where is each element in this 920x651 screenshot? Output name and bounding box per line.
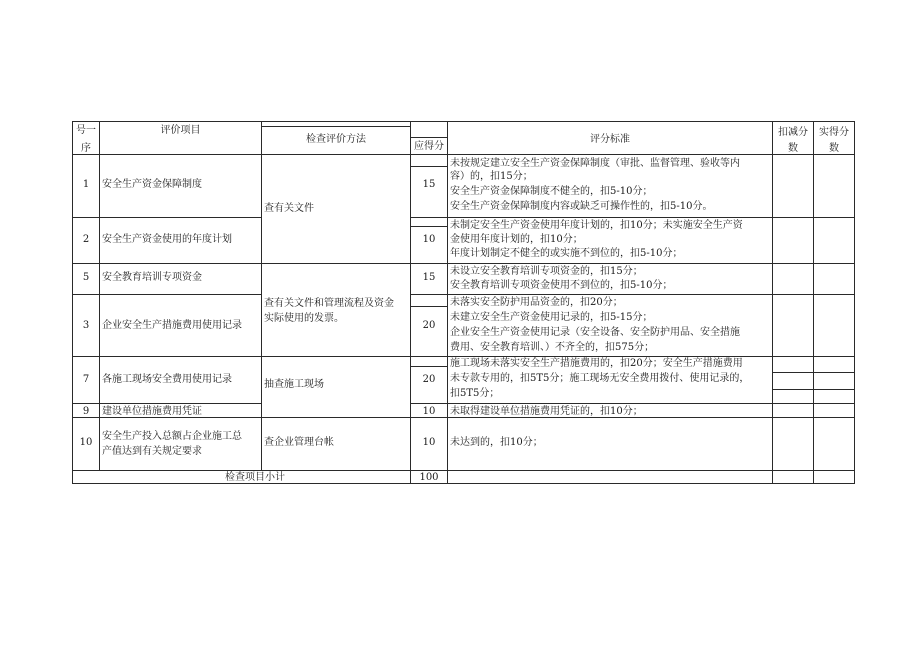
- row-score: 20: [422, 320, 436, 331]
- row-standard-line: 未专款专用的，扣5T5分；施工现场无安全费用拨付、使用记录的，: [450, 373, 750, 384]
- row-seq: 1: [82, 179, 90, 190]
- grid-line: [410, 306, 448, 307]
- method-cell: 抽查施工现场: [264, 379, 324, 390]
- row-standard-line: 安全教育培训专项资金使用不到位的，扣5-10分；: [450, 280, 673, 291]
- grid-line: [772, 356, 855, 357]
- grid-line: [410, 294, 773, 295]
- grid-line: [99, 121, 100, 471]
- row-item: 建设单位措施费用凭证: [102, 406, 202, 417]
- grid-line: [410, 226, 448, 227]
- method-cell: 查企业管理台帐: [264, 437, 334, 448]
- row-score: 15: [422, 272, 436, 283]
- grid-line: [447, 121, 448, 484]
- row-score: 15: [422, 179, 436, 190]
- grid-line: [772, 372, 855, 373]
- grid-line: [410, 166, 448, 167]
- row-score: 20: [422, 374, 436, 385]
- grid-line: [72, 121, 73, 484]
- row-seq: 9: [82, 406, 90, 417]
- row-standard-line: 容）的，扣15分；: [450, 171, 533, 182]
- grid-line: [772, 403, 855, 404]
- grid-line: [813, 121, 814, 484]
- grid-line: [410, 470, 773, 471]
- grid-line: [72, 403, 262, 404]
- row-seq: 3: [82, 320, 90, 331]
- grid-line: [410, 137, 448, 138]
- row-standard-line: 未按规定建立安全生产资金保障制度（审批、监督管理、验收等内: [450, 158, 740, 169]
- row-standard-line: 未建立安全生产资金使用记录的，扣5-15分；: [450, 312, 653, 323]
- subtotal-label: 检查项目小计: [225, 472, 285, 483]
- header-seq-bottom: 序: [81, 143, 91, 154]
- row-item: 安全生产资金保障制度: [102, 179, 202, 190]
- grid-line: [772, 263, 855, 264]
- grid-line: [261, 126, 411, 127]
- grid-line: [72, 217, 262, 218]
- grid-line: [72, 263, 262, 264]
- row-standard-line: 未落实安全防护用品资金的，扣20分；: [450, 297, 623, 308]
- grid-line: [261, 356, 411, 357]
- row-item: 安全教育培训专项资金: [102, 272, 202, 283]
- grid-line: [772, 470, 855, 471]
- header-deduct: 扣减分 数: [778, 127, 808, 154]
- header-method: 检查评价方法: [306, 134, 366, 145]
- row-item: 企业安全生产措施费用使用记录: [102, 320, 242, 331]
- grid-line: [72, 154, 855, 155]
- header-seq-top: 号一: [76, 125, 96, 136]
- row-item: 安全生产投入总额占企业施工总 产值达到有关规定要求: [102, 431, 242, 457]
- grid-line: [261, 417, 411, 418]
- grid-line: [72, 121, 855, 122]
- row-standard-line: 费用、安全教育培训、）不齐全的，扣575分；: [450, 342, 655, 353]
- row-score: 10: [422, 406, 436, 417]
- row-standard-line: 扣5T5分；: [450, 388, 500, 399]
- grid-line: [261, 263, 411, 264]
- subtotal-value: 100: [419, 472, 439, 483]
- row-seq: 5: [82, 272, 90, 283]
- row-score: 10: [422, 234, 436, 245]
- grid-line: [772, 389, 855, 390]
- row-standard-line: 施工现场未落实安全生产措施费用的，扣20分；安全生产措施费用: [450, 358, 743, 369]
- grid-line: [410, 403, 773, 404]
- row-standard-line: 企业安全生产资金使用记录（安全设备、安全防护用品、安全措施: [450, 327, 740, 338]
- row-standard-line: 未取得建设单位措施费用凭证的，扣10分；: [450, 406, 643, 417]
- row-standard-line: 安全生产资金保障制度内容或缺乏可操作性的，扣5-10分。: [450, 201, 713, 212]
- grid-line: [410, 217, 773, 218]
- row-standard-line: 未设立安全教育培训专项资金的，扣15分；: [450, 266, 643, 277]
- row-item: 各施工现场安全费用使用记录: [102, 374, 232, 385]
- grid-line: [72, 294, 262, 295]
- row-standard-line: 未制定安全生产资金使用年度计划的，扣10分；未实施安全生产资: [450, 220, 743, 231]
- row-seq: 7: [82, 374, 90, 385]
- grid-line: [261, 121, 262, 471]
- method-cell: 查有关文件和管理流程及资金 实际使用的发票。: [264, 298, 394, 324]
- grid-line: [772, 121, 773, 484]
- grid-line: [410, 121, 411, 484]
- row-standard-line: 未达到的，扣10分；: [450, 437, 543, 448]
- method-cell: 查有关文件: [264, 203, 314, 214]
- row-standard-line: 金使用年度计划的，扣10分；: [450, 234, 583, 245]
- grid-line: [410, 263, 773, 264]
- grid-line: [854, 121, 855, 484]
- row-standard-line: 安全生产资金保障制度不健全的，扣5-10分；: [450, 186, 653, 197]
- row-standard-line: 年度计划制定不健全的或实施不到位的，扣5-10分；: [450, 248, 683, 259]
- header-item: 评价项目: [160, 125, 201, 136]
- header-score: 应得分: [414, 141, 444, 152]
- row-item: 安全生产资金使用的年度计划: [102, 234, 232, 245]
- grid-line: [410, 366, 448, 367]
- grid-line: [772, 417, 855, 418]
- row-score: 10: [422, 437, 436, 448]
- row-seq: 10: [79, 437, 93, 448]
- row-seq: 2: [82, 234, 90, 245]
- grid-line: [772, 294, 855, 295]
- header-actual: 实得分 数: [819, 127, 849, 154]
- header-standard: 评分标准: [590, 134, 630, 145]
- grid-line: [72, 356, 262, 357]
- grid-line: [772, 217, 855, 218]
